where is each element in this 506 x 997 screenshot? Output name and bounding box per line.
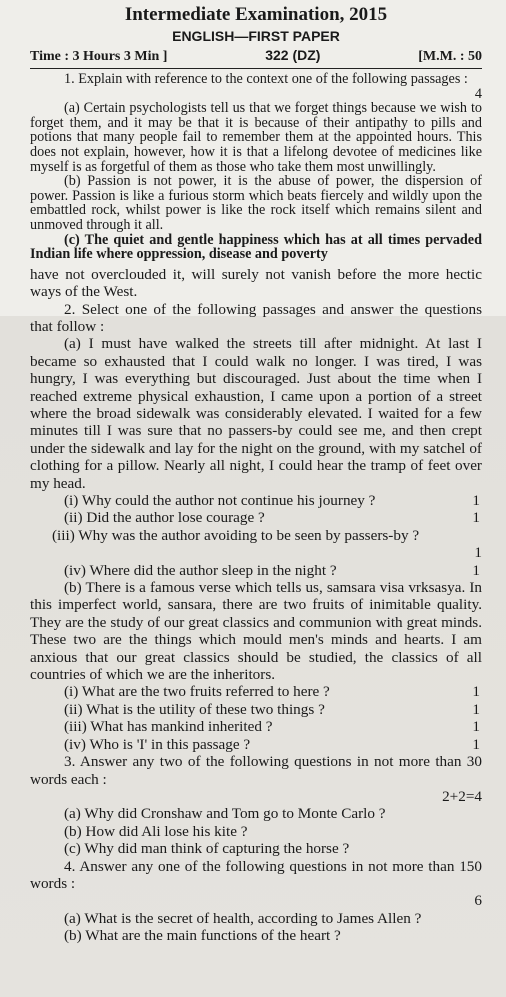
question-1 — [30, 72, 482, 262]
q3-item-a: (a) Why did Cronshaw and Tom go to Monte Carlo ? — [64, 805, 386, 823]
q3-item-b: (b) How did Ali lose his kite ? — [64, 822, 248, 840]
q1-passage-b: (b) Passion is not power, it is the abuse of power, the dispersion of power. Passion is like a furious storm which beats fiercely and wildly upon the embattled rock, whilst power is like the rock itself which remains silent and unmoved through it all. — [30, 173, 482, 233]
q1-passage-a: (a) Certain psychologists tell us that we forget things because we wish to forget them, and it may be that it is because of their antipathy to pills and potions that many people fail to remember them at the appointed hours. This does not explain, however, how it is that a lifelong devotee of medicines like myself is as forgetful of them as those who take them most unwillingly. — [30, 100, 482, 175]
max-marks: [M.M. : 50 — [418, 49, 482, 64]
header-divider — [30, 68, 482, 69]
time-label: Time : 3 Hours 3 Min ] — [30, 49, 168, 64]
q2-prompt: 2. Select one of the following passages and answer the questions that follow : — [30, 300, 482, 335]
q4-prompt: 4. Answer any one of the following questions in not more than 150 words : 6 — [30, 857, 482, 910]
q3-item-c: (c) Why did man think of capturing the horse ? — [64, 840, 350, 858]
q2a-question-2: (ii) Did the author lose courage ? 1 — [64, 509, 480, 527]
q3-prompt: 3. Answer any two of the following questions in not more than 30 words each : 2+2=4 — [30, 753, 482, 805]
paper-subtitle: ENGLISH—FIRST PAPER — [172, 28, 340, 44]
q2-passage-a: (a) I must have walked the streets till after midnight. At last I became so exhausted that I could walk no longer. I was tired, I was hungry, I was everything but discouraged. Just about the time when I reached extreme physical exhaustion, I came upon a portion of a street where the broad sidewalk was considerably elevated. I waited for a few minutes till I was sure that no passers-by could see me, and then crept under the sidewalk and lay for the night on the ground, with my satchel of clothing for a pillow. Nearly all night, I could hear the tramp of feet over my head. — [30, 335, 482, 492]
q2a-question-3: (iii) Why was the author avoiding to be seen by passers-by ? 1 — [52, 526, 482, 562]
q2a-question-4: (iv) Where did the author sleep in the night ? 1 — [64, 561, 480, 579]
paper-code: 322 (DZ) — [265, 47, 321, 63]
q2a-question-1: (i) Why could the author not continue his journey ? 1 — [64, 492, 480, 509]
q2b-question-2: (ii) What is the utility of these two things ? 1 — [64, 700, 480, 718]
q1-passage-c-bottom: have not overclouded it, will surely not vanish before the more hectic ways of the West. — [30, 265, 482, 301]
q4-item-a: (a) What is the secret of health, according to James Allen ? — [64, 909, 422, 927]
q4-mark: 6 — [474, 892, 482, 910]
q3-mark: 2+2=4 — [442, 787, 482, 805]
q2-passage-b: (b) There is a famous verse which tells us, samsara visa vrksasya. In this imperfect world, sansara, there are two fruits of inimitable quality. They are the study of our great classics and communion with great minds. These two are the things which mould men's minds and hearts. I am anxious that our great classics should be studied, the classics of all countries of which we are the inheritors. — [30, 579, 482, 684]
q2b-question-1: (i) What are the two fruits referred to here ? 1 — [64, 683, 480, 701]
q1-mark: 4 — [474, 85, 482, 102]
lower-clipping — [30, 266, 482, 945]
exam-title: Intermediate Examination, 2015 — [124, 4, 388, 25]
exam-meta-row — [30, 46, 482, 66]
q2b-question-4: (iv) Who is 'I' in this passage ? 1 — [64, 735, 480, 753]
q1-prompt: 1. Explain with reference to the context one of the following passages : 4 — [30, 72, 482, 101]
q4-item-b: (b) What are the main functions of the heart ? — [64, 927, 341, 945]
q1-passage-c-top: (c) The quiet and gentle happiness which has at all times pervaded Indian life where oppression, disease and poverty — [30, 231, 482, 263]
q2b-question-3: (iii) What has mankind inherited ? 1 — [64, 718, 480, 736]
